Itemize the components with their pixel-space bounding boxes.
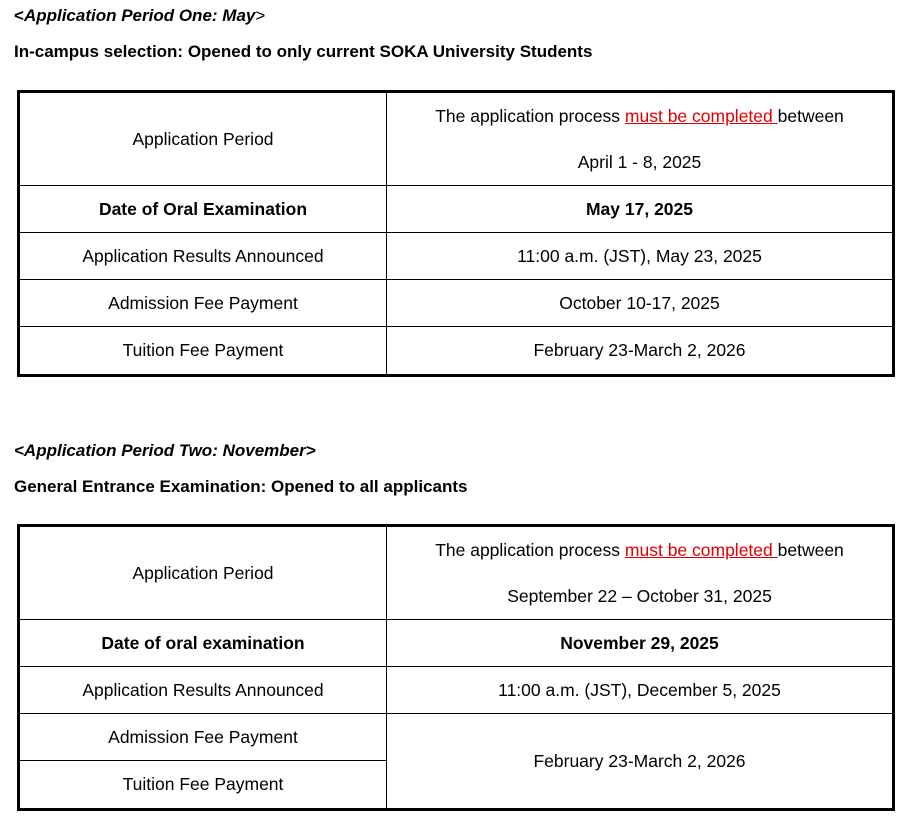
table-row: [19, 667, 894, 714]
section1-heading-italic: Application Period One: May: [23, 6, 256, 25]
application-period-label: Application Period: [19, 92, 387, 186]
section2-schedule-table: [17, 524, 895, 811]
admission-fee-value: October 10-17, 2025: [387, 280, 894, 327]
section1-heading: [14, 6, 265, 26]
application-period-label: Application Period: [19, 526, 387, 620]
section1-schedule-table: [17, 90, 895, 377]
section1-subheading: In-campus selection: Opened to only current SOKA University Students: [14, 42, 593, 61]
tuition-fee-label: Tuition Fee Payment: [19, 761, 387, 810]
results-label: Application Results Announced: [19, 667, 387, 714]
table-row: [19, 620, 894, 667]
table-row: [19, 233, 894, 280]
tuition-fee-label: Tuition Fee Payment: [19, 327, 387, 376]
oral-exam-value: November 29, 2025: [387, 620, 894, 667]
application-period-sentence: The application process must be completed between: [435, 540, 844, 560]
application-period-dates: September 22 – October 31, 2025: [507, 586, 772, 606]
table-row: [19, 327, 894, 376]
section1-heading-open: <: [14, 6, 24, 25]
application-period-value: [387, 92, 894, 186]
section2-heading: <Application Period Two: November>: [14, 441, 316, 460]
results-value: 11:00 a.m. (JST), May 23, 2025: [387, 233, 894, 280]
table-row: [19, 92, 894, 186]
must-be-completed-highlight: must be completed: [624, 106, 778, 126]
section2-subheading: General Entrance Examination: Opened to all applicants: [14, 477, 468, 496]
application-period-dates: April 1 - 8, 2025: [577, 152, 702, 172]
table-row: [19, 714, 894, 761]
results-value: 11:00 a.m. (JST), December 5, 2025: [387, 667, 894, 714]
table-row: [19, 526, 894, 620]
admission-fee-label: Admission Fee Payment: [19, 714, 387, 761]
must-be-completed-highlight: must be completed: [624, 540, 778, 560]
admission-fee-label: Admission Fee Payment: [19, 280, 387, 327]
oral-exam-value: May 17, 2025: [387, 186, 894, 233]
table-row: [19, 186, 894, 233]
oral-exam-label: Date of Oral Examination: [19, 186, 387, 233]
fees-payment-value: February 23-March 2, 2026: [387, 714, 894, 810]
application-period-sentence: The application process must be completed between: [435, 106, 844, 126]
tuition-fee-value: February 23-March 2, 2026: [387, 327, 894, 376]
oral-exam-label: Date of oral examination: [19, 620, 387, 667]
results-label: Application Results Announced: [19, 233, 387, 280]
section1-heading-close: >: [255, 6, 266, 25]
table-row: [19, 280, 894, 327]
application-period-value: [387, 526, 894, 620]
